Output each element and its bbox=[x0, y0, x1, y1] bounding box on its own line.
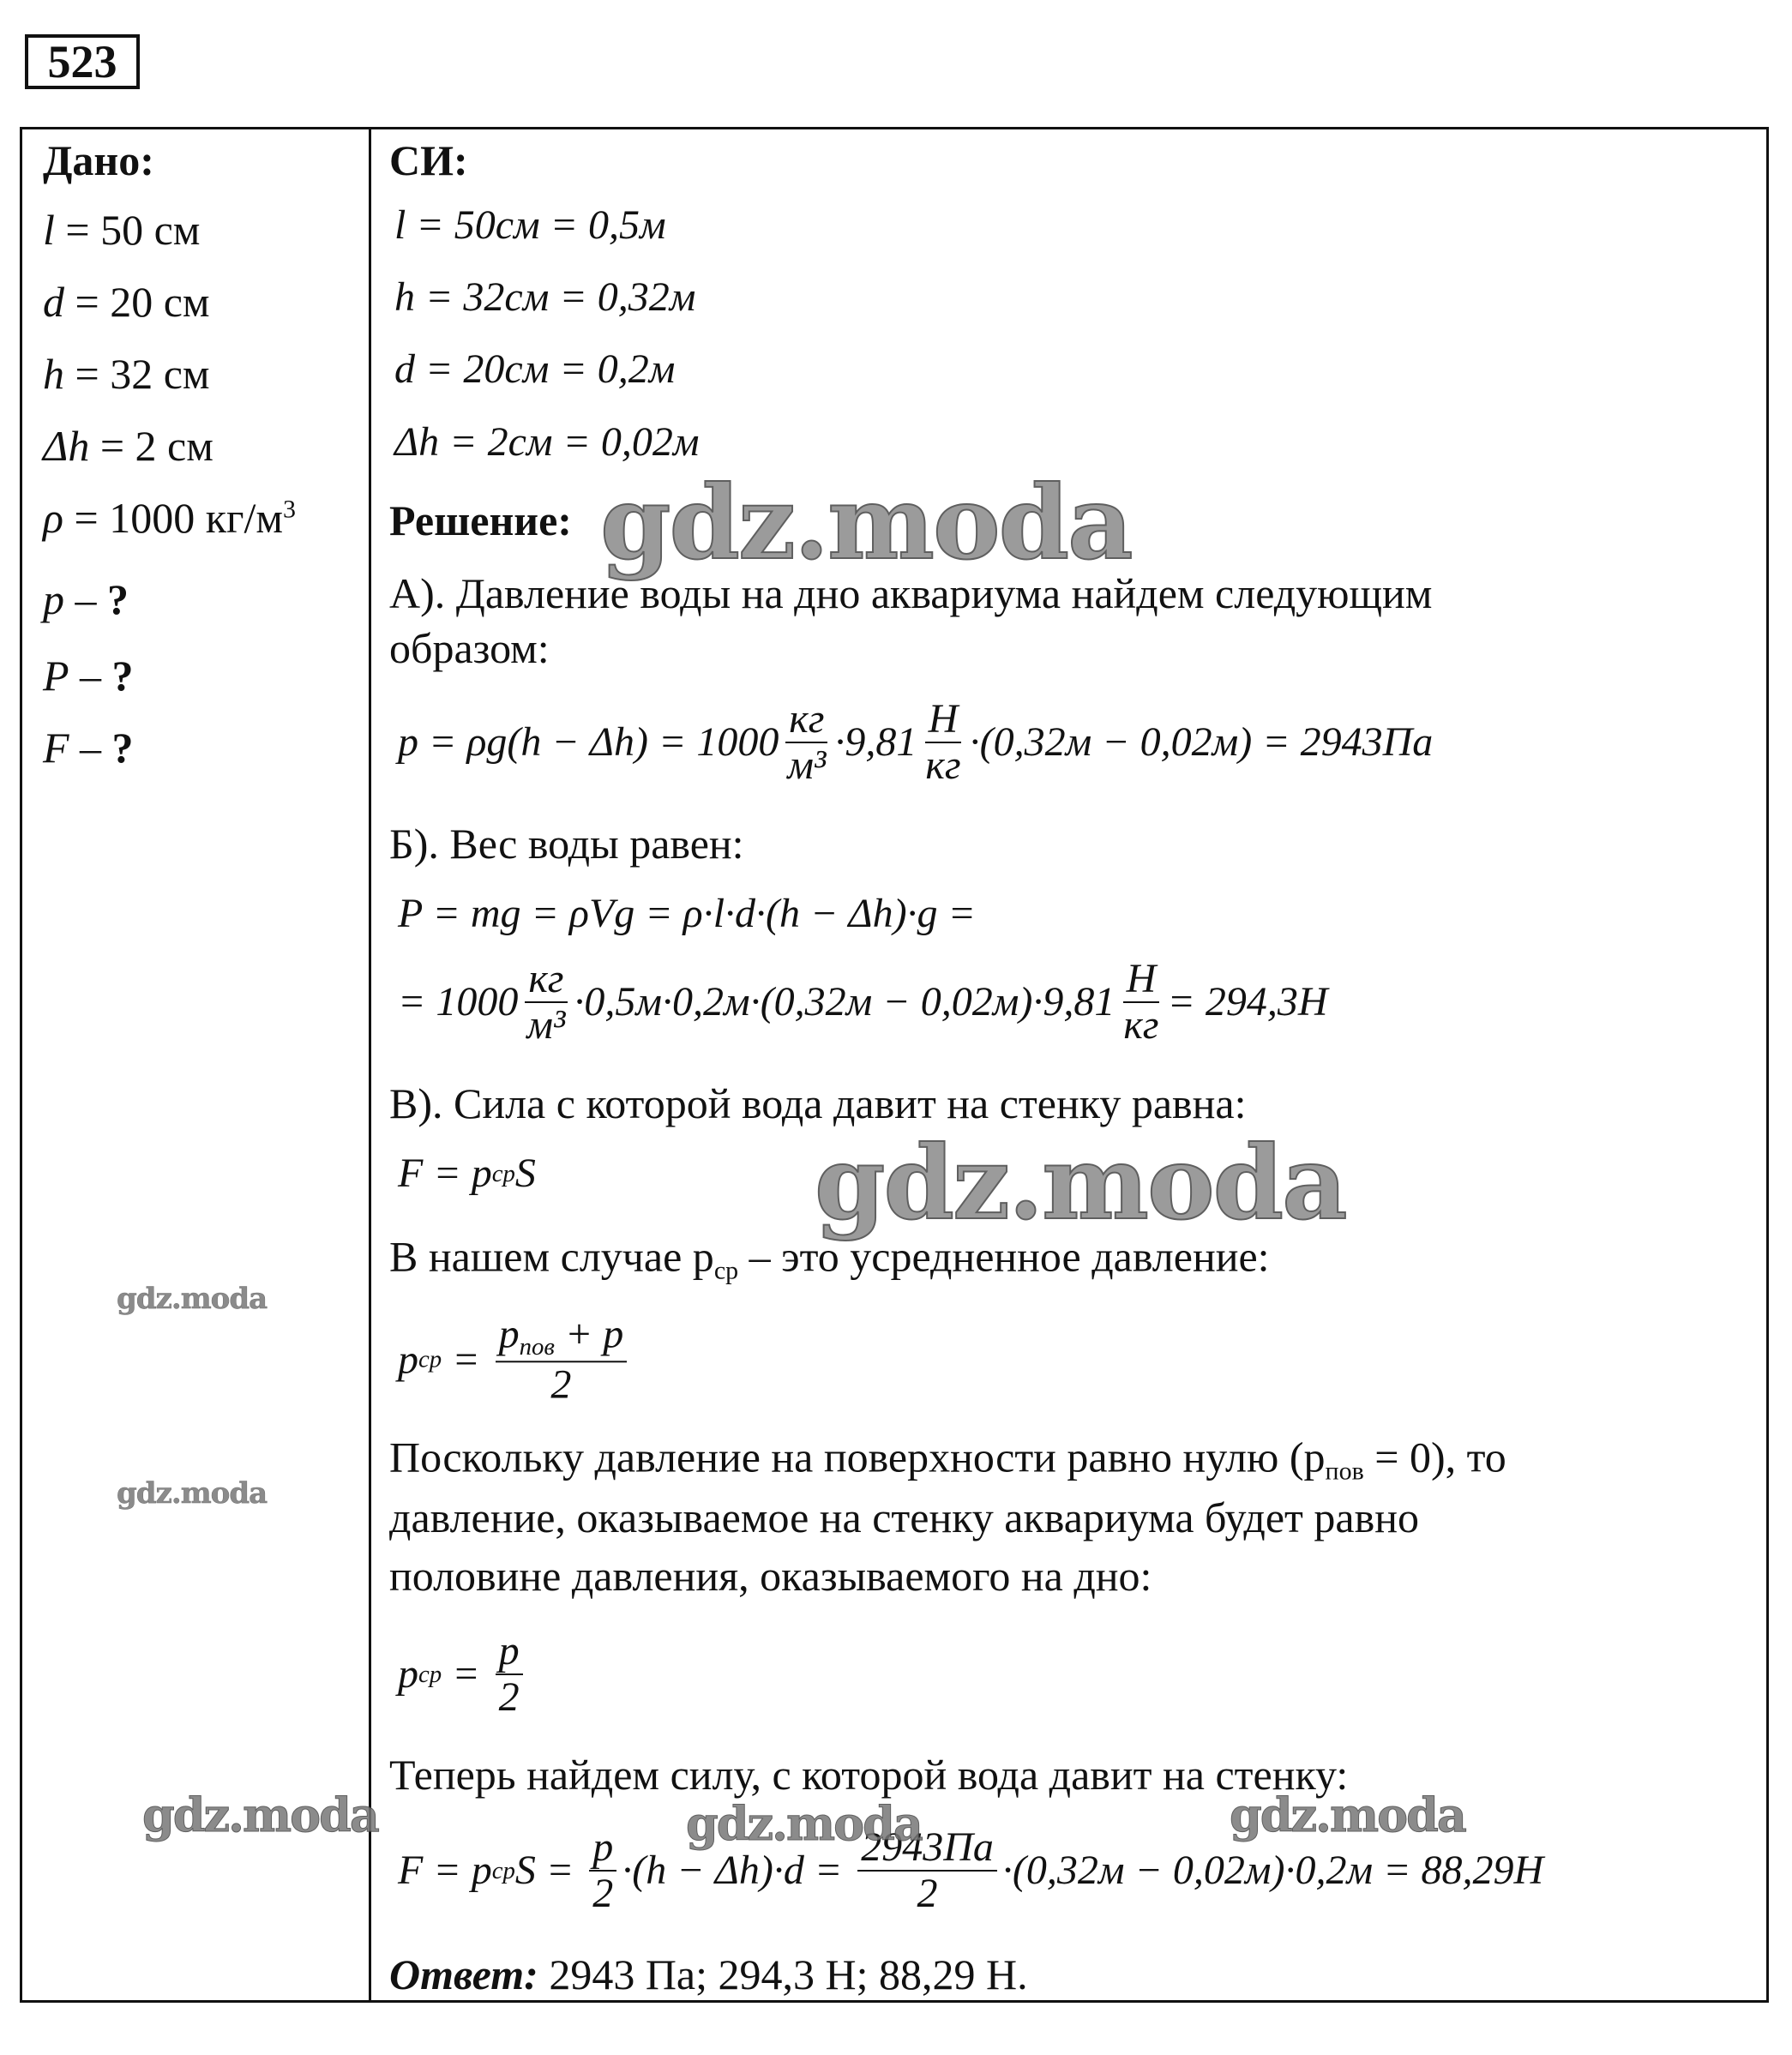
value: = 50 см bbox=[54, 206, 201, 254]
formula-text: F = p bbox=[398, 1151, 492, 1196]
formula-text: = 294,3Н bbox=[1167, 979, 1328, 1024]
value: = 32 см bbox=[64, 350, 210, 398]
formula-text: 2943Па bbox=[861, 1824, 994, 1870]
text: – это усредненное давление: bbox=[738, 1232, 1270, 1281]
weight-formula bbox=[398, 958, 1328, 1046]
denominator bbox=[523, 1003, 568, 1046]
formula-text: ·9,81 bbox=[834, 719, 917, 765]
unknown-mark: ? bbox=[111, 652, 134, 700]
value: – bbox=[69, 724, 112, 772]
si-line: l = 50см = 0,5м bbox=[394, 202, 666, 248]
formula-text: ·(h − Δh)·d = bbox=[622, 1848, 853, 1893]
formula-subscript: пов bbox=[519, 1332, 555, 1361]
watermark: gdz.moda bbox=[600, 463, 1132, 582]
variable: F bbox=[43, 724, 69, 772]
unknown-mark: ? bbox=[111, 724, 134, 772]
formula-text: = bbox=[442, 1336, 490, 1382]
given-title: Дано: bbox=[43, 136, 154, 184]
pressure-formula bbox=[398, 696, 1434, 788]
denominator bbox=[547, 1363, 574, 1406]
formula-text: ·(0,32м − 0,02м) = 2943Па bbox=[969, 719, 1434, 765]
denominator bbox=[914, 1872, 941, 1914]
formula-text: S bbox=[514, 1151, 536, 1196]
surface-text: давление, оказываемое на стенку аквариума будет равно bbox=[389, 1493, 1419, 1541]
formula-text: ·0,5м·0,2м·(0,32м − 0,02м)·9,81 bbox=[574, 979, 1115, 1024]
value: = 1000 кг/м bbox=[63, 494, 284, 542]
watermark: gdz.moda bbox=[1230, 1788, 1465, 1842]
avg-text bbox=[389, 1232, 1270, 1285]
numerator bbox=[785, 696, 827, 743]
text: = 0), то bbox=[1363, 1433, 1506, 1481]
half-pressure-formula bbox=[398, 1628, 528, 1720]
fraction bbox=[496, 1628, 523, 1720]
fraction bbox=[496, 1311, 628, 1408]
given-item bbox=[43, 278, 210, 326]
variable: l bbox=[43, 206, 55, 254]
numerator bbox=[525, 958, 567, 1003]
formula-text: ·(0,32м − 0,02м)·0,2м = 88,29Н bbox=[1001, 1848, 1544, 1893]
subscript: ср bbox=[713, 1256, 739, 1285]
formula-text: + p bbox=[554, 1311, 624, 1357]
text: Поскольку давление на поверхности равно нулю (p bbox=[389, 1433, 1326, 1481]
given-item bbox=[43, 350, 210, 398]
formula-text: p bbox=[592, 1824, 614, 1870]
numerator bbox=[496, 1628, 523, 1675]
denominator bbox=[589, 1872, 616, 1914]
si-title: СИ: bbox=[389, 136, 468, 184]
part-b-text: Б). Вес воды равен: bbox=[389, 820, 744, 868]
formula-text: p = ρg(h − Δh) = 1000 bbox=[398, 719, 779, 765]
given-item bbox=[43, 206, 201, 254]
numerator bbox=[589, 1824, 616, 1872]
numerator bbox=[925, 696, 962, 743]
value: – bbox=[69, 652, 112, 700]
force-definition bbox=[398, 1153, 536, 1194]
solution-title: Решение: bbox=[389, 496, 572, 544]
fraction bbox=[784, 696, 829, 788]
formula-text: Н bbox=[928, 696, 959, 742]
part-a-text: А). Давление воды на дно аквариума найдем следующим bbox=[389, 569, 1433, 617]
fraction bbox=[1120, 958, 1162, 1046]
formula-subscript: ср bbox=[418, 1660, 442, 1688]
exponent: 3 bbox=[283, 495, 297, 524]
value: = 2 см bbox=[89, 422, 213, 470]
variable: ρ bbox=[43, 494, 63, 542]
formula-text: 2 bbox=[592, 1871, 614, 1916]
value: = 20 см bbox=[64, 278, 210, 326]
text: В нашем случае p bbox=[389, 1232, 714, 1281]
given-item bbox=[43, 575, 129, 623]
formula-text: = 1000 bbox=[398, 979, 519, 1024]
weight-formula bbox=[398, 893, 976, 934]
fraction bbox=[523, 958, 568, 1046]
variable: d bbox=[43, 278, 64, 326]
watermark: gdz.moda bbox=[142, 1788, 378, 1842]
column-divider bbox=[369, 127, 371, 2003]
formula-text: кг bbox=[789, 696, 825, 742]
formula-text: кг bbox=[925, 742, 961, 788]
formula-text: м³ bbox=[526, 1002, 566, 1048]
fraction bbox=[589, 1824, 616, 1916]
watermark: gdz.moda bbox=[686, 1796, 922, 1851]
given-item bbox=[43, 724, 134, 772]
part-a-text: образом: bbox=[389, 624, 550, 672]
formula-text: кг bbox=[1123, 1002, 1159, 1048]
surface-text: половине давления, оказываемого на дно: bbox=[389, 1552, 1152, 1600]
formula-text: p bbox=[498, 1311, 520, 1357]
watermark: gdz.moda bbox=[117, 1282, 268, 1316]
fraction bbox=[922, 696, 964, 788]
answer-label: Ответ: bbox=[389, 1950, 538, 1998]
formula-text: P = mg = ρVg = ρ·l·d·(h − Δh)·g = bbox=[398, 891, 976, 936]
variable: P bbox=[43, 652, 69, 700]
answer bbox=[389, 1950, 1028, 1998]
given-item bbox=[43, 494, 297, 542]
problem-number: 523 bbox=[25, 34, 140, 89]
numerator bbox=[496, 1313, 628, 1362]
formula-subscript: ср bbox=[491, 1856, 515, 1884]
formula-text: 2 bbox=[498, 1674, 520, 1720]
watermark: gdz.moda bbox=[815, 1123, 1346, 1242]
answer-value: 2943 Па; 294,3 Н; 88,29 Н. bbox=[538, 1950, 1028, 1998]
given-item bbox=[43, 422, 213, 470]
si-line: Δh = 2см = 0,02м bbox=[394, 419, 700, 465]
formula-text: p bbox=[498, 1628, 520, 1673]
avg-pressure-formula bbox=[398, 1311, 632, 1408]
denominator bbox=[922, 743, 964, 786]
formula-text: кг bbox=[528, 956, 564, 1001]
given-item bbox=[43, 652, 134, 700]
variable: Δh bbox=[43, 422, 90, 470]
subscript: пов bbox=[1325, 1457, 1364, 1486]
denominator bbox=[1120, 1003, 1162, 1046]
formula-text: F = p bbox=[398, 1848, 492, 1893]
formula-text: p bbox=[398, 1651, 418, 1697]
formula-text: S = bbox=[514, 1848, 585, 1893]
formula-subscript: ср bbox=[418, 1345, 442, 1373]
watermark: gdz.moda bbox=[117, 1476, 268, 1511]
formula-text: p bbox=[398, 1336, 418, 1382]
value: – bbox=[64, 575, 107, 623]
variable: h bbox=[43, 350, 64, 398]
surface-text bbox=[389, 1433, 1506, 1486]
si-line: h = 32см = 0,32м bbox=[394, 274, 696, 320]
solution-table bbox=[20, 127, 1769, 2003]
formula-text: 2 bbox=[917, 1871, 938, 1916]
force-text: Теперь найдем силу, с которой вода давит на стенку: bbox=[389, 1751, 1349, 1799]
denominator bbox=[496, 1675, 523, 1718]
formula-text: = bbox=[442, 1651, 490, 1697]
formula-text: Н bbox=[1126, 956, 1157, 1001]
formula-text: м³ bbox=[787, 742, 827, 788]
denominator bbox=[784, 743, 829, 786]
variable: p bbox=[43, 575, 64, 623]
part-c-text: В). Сила с которой вода давит на стенку равна: bbox=[389, 1079, 1247, 1127]
unknown-mark: ? bbox=[107, 575, 129, 623]
numerator bbox=[1123, 958, 1160, 1003]
formula-text: 2 bbox=[550, 1361, 572, 1408]
si-line: d = 20см = 0,2м bbox=[394, 346, 676, 392]
formula-subscript: ср bbox=[491, 1159, 515, 1187]
